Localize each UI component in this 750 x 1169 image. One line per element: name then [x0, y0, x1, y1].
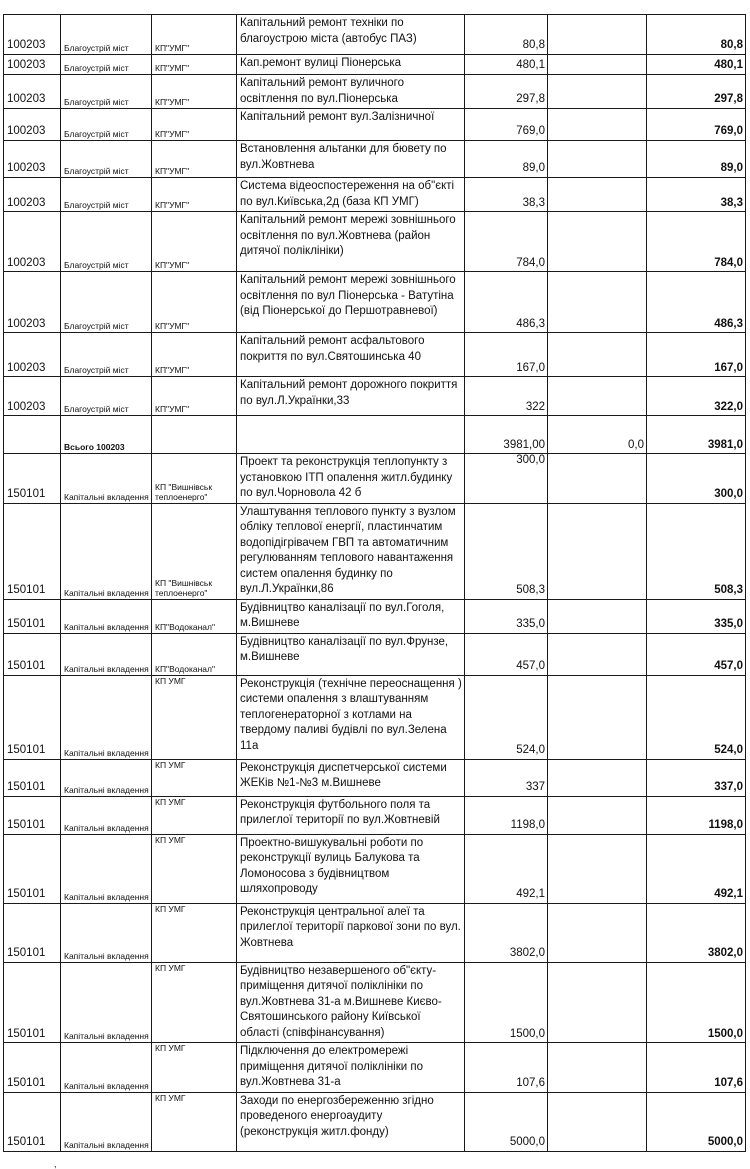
- description-cell: [237, 416, 465, 454]
- budget-table: [3, 14, 746, 1152]
- section-cell: Капітальні вкладення: [61, 759, 152, 796]
- section-cell: Благоустрій міст: [61, 75, 152, 109]
- total-amount-cell: 457,0: [647, 633, 746, 675]
- table-row: [4, 633, 746, 675]
- planned-amount-cell: 5000,0: [465, 1092, 548, 1151]
- org-cell: КП УМГ: [152, 759, 237, 796]
- total-amount-cell: 508,3: [647, 503, 746, 599]
- section-cell: Благоустрій міст: [61, 333, 152, 377]
- planned-amount-cell: 3981,00: [465, 416, 548, 454]
- total-amount-cell: 5000,0: [647, 1092, 746, 1151]
- section-cell: Благоустрій міст: [61, 212, 152, 272]
- section-cell: Благоустрій міст: [61, 178, 152, 212]
- org-cell: КП"УМГ": [152, 55, 237, 75]
- planned-amount-cell: 335,0: [465, 599, 548, 633]
- code-cell: 100203: [4, 333, 61, 377]
- description-cell: Капітальний ремонт техніки по благоустрою міста (автобус ПАЗ): [237, 15, 465, 55]
- planned-amount-cell: 784,0: [465, 212, 548, 272]
- total-amount-cell: 784,0: [647, 212, 746, 272]
- description-cell: Будівництво незавершеного об"єкту-приміщення дитячої поліклініки по вул.Жовтнева 31-а м.Вишневе Києво-Святошинського району Київської області (співфінансування): [237, 962, 465, 1043]
- description-cell: Проект та реконструкція теплопункту з установкою ІТП опалення житл.будинку по вул.Чорновола 42 б: [237, 454, 465, 504]
- total-amount-cell: 3802,0: [647, 903, 746, 962]
- code-cell: 150101: [4, 903, 61, 962]
- planned-amount-cell: 492,1: [465, 834, 548, 903]
- planned-amount-cell: 300,0: [465, 454, 548, 504]
- code-cell: 150101: [4, 633, 61, 675]
- code-cell: 100203: [4, 75, 61, 109]
- org-cell: КП"УМГ": [152, 75, 237, 109]
- code-cell: 100203: [4, 109, 61, 141]
- code-cell: 100203: [4, 141, 61, 178]
- extra-amount-cell: [548, 834, 647, 903]
- description-cell: Капітальний ремонт мережі зовнішнього освітлення по вул Піонерська - Ватутіна (від Піонерської до Першотравневої): [237, 272, 465, 333]
- planned-amount-cell: 1198,0: [465, 796, 548, 834]
- table-row: [4, 75, 746, 109]
- table-row: [4, 377, 746, 416]
- extra-amount-cell: [548, 15, 647, 55]
- extra-amount-cell: [548, 675, 647, 759]
- code-cell: 150101: [4, 759, 61, 796]
- code-cell: 100203: [4, 178, 61, 212]
- planned-amount-cell: 508,3: [465, 503, 548, 599]
- description-cell: Підключення до електромережі приміщення дитячої поліклініки по вул.Жовтнева 31-а: [237, 1043, 465, 1093]
- planned-amount-cell: 80,8: [465, 15, 548, 55]
- org-cell: КП УМГ: [152, 834, 237, 903]
- planned-amount-cell: 337: [465, 759, 548, 796]
- section-cell: Капітальні вкладення: [61, 454, 152, 504]
- total-amount-cell: 107,6: [647, 1043, 746, 1093]
- extra-amount-cell: [548, 272, 647, 333]
- planned-amount-cell: 38,3: [465, 178, 548, 212]
- planned-amount-cell: 769,0: [465, 109, 548, 141]
- org-cell: КП УМГ: [152, 962, 237, 1043]
- total-amount-cell: 89,0: [647, 141, 746, 178]
- org-cell: КП"Водоканал": [152, 599, 237, 633]
- section-cell: Всього 100203: [61, 416, 152, 454]
- code-cell: 150101: [4, 454, 61, 504]
- org-cell: КП"Водоканал": [152, 633, 237, 675]
- footer-mark: ,: [54, 1159, 57, 1169]
- org-cell: КП"УМГ": [152, 109, 237, 141]
- table-row: [4, 55, 746, 75]
- org-cell: КП УМГ: [152, 903, 237, 962]
- description-cell: Будівництво каналізації по вул.Фрунзе, м.Вишневе: [237, 633, 465, 675]
- org-cell: КП УМГ: [152, 796, 237, 834]
- code-cell: 150101: [4, 599, 61, 633]
- code-cell: 150101: [4, 796, 61, 834]
- table-row: [4, 834, 746, 903]
- total-amount-cell: 3981,0: [647, 416, 746, 454]
- description-cell: Проектно-вишукувальні роботи по реконструкції вулиць Балукова та Ломоносова з будівництвом шляхопроводу: [237, 834, 465, 903]
- description-cell: Система відеоспостереження на об"єкті по вул.Київська,2д (база КП УМГ): [237, 178, 465, 212]
- section-cell: Благоустрій міст: [61, 377, 152, 416]
- total-amount-cell: 167,0: [647, 333, 746, 377]
- description-cell: Капітальний ремонт асфальтового покриття по вул.Святошинська 40: [237, 333, 465, 377]
- total-amount-cell: 38,3: [647, 178, 746, 212]
- section-cell: Капітальні вкладення: [61, 834, 152, 903]
- section-cell: Капітальні вкладення: [61, 962, 152, 1043]
- org-cell: КП УМГ: [152, 1092, 237, 1151]
- total-amount-cell: 492,1: [647, 834, 746, 903]
- planned-amount-cell: 1500,0: [465, 962, 548, 1043]
- org-cell: КП"УМГ": [152, 178, 237, 212]
- org-cell: КП"УМГ": [152, 377, 237, 416]
- code-cell: 150101: [4, 1043, 61, 1093]
- table-row: [4, 1092, 746, 1151]
- total-amount-cell: 769,0: [647, 109, 746, 141]
- extra-amount-cell: [548, 454, 647, 504]
- description-cell: Реконструкція центральної алеї та прилеглої території паркової зони по вул. Жовтнева: [237, 903, 465, 962]
- description-cell: Кап.ремонт вулиці Піонерська: [237, 55, 465, 75]
- table-row: [4, 212, 746, 272]
- extra-amount-cell: [548, 1043, 647, 1093]
- total-amount-cell: 1500,0: [647, 962, 746, 1043]
- table-row: [4, 272, 746, 333]
- total-amount-cell: 300,0: [647, 454, 746, 504]
- table-row: [4, 454, 746, 504]
- budget-table-body: [4, 15, 746, 1152]
- extra-amount-cell: [548, 55, 647, 75]
- table-row: [4, 503, 746, 599]
- table-row: [4, 675, 746, 759]
- extra-amount-cell: [548, 796, 647, 834]
- section-cell: Благоустрій міст: [61, 15, 152, 55]
- table-row: [4, 962, 746, 1043]
- extra-amount-cell: 0,0: [548, 416, 647, 454]
- code-cell: 150101: [4, 1092, 61, 1151]
- extra-amount-cell: [548, 109, 647, 141]
- section-cell: Капітальні вкладення: [61, 503, 152, 599]
- org-cell: КП"УМГ": [152, 15, 237, 55]
- table-row: [4, 109, 746, 141]
- description-cell: Капітальний ремонт мережі зовнішнього освітлення по вул.Жовтнева (район дитячої поліклініки): [237, 212, 465, 272]
- extra-amount-cell: [548, 377, 647, 416]
- section-cell: Благоустрій міст: [61, 109, 152, 141]
- table-row: [4, 141, 746, 178]
- planned-amount-cell: 486,3: [465, 272, 548, 333]
- total-amount-cell: 524,0: [647, 675, 746, 759]
- table-row: [4, 333, 746, 377]
- planned-amount-cell: 297,8: [465, 75, 548, 109]
- code-cell: 150101: [4, 503, 61, 599]
- section-cell: Капітальні вкладення: [61, 675, 152, 759]
- org-cell: КП "Вишнівськ теплоенерго": [152, 503, 237, 599]
- code-cell: 100203: [4, 212, 61, 272]
- description-cell: Капітальний ремонт вул.Залізничної: [237, 109, 465, 141]
- total-amount-cell: 486,3: [647, 272, 746, 333]
- extra-amount-cell: [548, 759, 647, 796]
- total-amount-cell: 322,0: [647, 377, 746, 416]
- extra-amount-cell: [548, 1092, 647, 1151]
- description-cell: Реконструкція (технічне переоснащення ) системи опалення з влаштуванням теплогенераторної з котлами на твердому паливі будівлі по вул.Зелена 11а: [237, 675, 465, 759]
- section-cell: Капітальні вкладення: [61, 796, 152, 834]
- description-cell: Будівництво каналізації по вул.Гоголя, м.Вишневе: [237, 599, 465, 633]
- description-cell: Реконструкція диспетчерської системи ЖЕКів №1-№3 м.Вишневе: [237, 759, 465, 796]
- table-row: [4, 178, 746, 212]
- org-cell: КП"УМГ": [152, 212, 237, 272]
- subtotal-row: [4, 416, 746, 454]
- org-cell: КП"УМГ": [152, 272, 237, 333]
- extra-amount-cell: [548, 599, 647, 633]
- total-amount-cell: 80,8: [647, 15, 746, 55]
- extra-amount-cell: [548, 903, 647, 962]
- planned-amount-cell: 480,1: [465, 55, 548, 75]
- org-cell: [152, 416, 237, 454]
- code-cell: 100203: [4, 377, 61, 416]
- extra-amount-cell: [548, 75, 647, 109]
- org-cell: КП УМГ: [152, 675, 237, 759]
- total-amount-cell: 337,0: [647, 759, 746, 796]
- table-row: [4, 599, 746, 633]
- section-cell: Благоустрій міст: [61, 272, 152, 333]
- code-cell: 150101: [4, 962, 61, 1043]
- description-cell: Встановлення альтанки для бювету по вул.Жовтнева: [237, 141, 465, 178]
- planned-amount-cell: 167,0: [465, 333, 548, 377]
- code-cell: 100203: [4, 55, 61, 75]
- total-amount-cell: 480,1: [647, 55, 746, 75]
- code-cell: 150101: [4, 675, 61, 759]
- planned-amount-cell: 3802,0: [465, 903, 548, 962]
- planned-amount-cell: 524,0: [465, 675, 548, 759]
- section-cell: Капітальні вкладення: [61, 903, 152, 962]
- extra-amount-cell: [548, 633, 647, 675]
- planned-amount-cell: 89,0: [465, 141, 548, 178]
- code-cell: [4, 416, 61, 454]
- org-cell: КП УМГ: [152, 1043, 237, 1093]
- org-cell: КП"УМГ": [152, 333, 237, 377]
- table-row: [4, 796, 746, 834]
- description-cell: Реконструкція футбольного поля та прилеглої території по вул.Жовтневій: [237, 796, 465, 834]
- table-row: [4, 759, 746, 796]
- extra-amount-cell: [548, 503, 647, 599]
- code-cell: 100203: [4, 15, 61, 55]
- planned-amount-cell: 107,6: [465, 1043, 548, 1093]
- extra-amount-cell: [548, 178, 647, 212]
- section-cell: Капітальні вкладення: [61, 1092, 152, 1151]
- description-cell: Капітальний ремонт вуличного освітлення по вул.Піонерська: [237, 75, 465, 109]
- table-row: [4, 1043, 746, 1093]
- extra-amount-cell: [548, 962, 647, 1043]
- extra-amount-cell: [548, 141, 647, 178]
- description-cell: Заходи по енергозбереженню згідно проведеного енергоаудиту (реконструкція житл.фонду): [237, 1092, 465, 1151]
- extra-amount-cell: [548, 333, 647, 377]
- section-cell: Капітальні вкладення: [61, 599, 152, 633]
- total-amount-cell: 297,8: [647, 75, 746, 109]
- code-cell: 150101: [4, 834, 61, 903]
- section-cell: Благоустрій міст: [61, 141, 152, 178]
- section-cell: Благоустрій міст: [61, 55, 152, 75]
- org-cell: КП "Вишнівськ теплоенерго": [152, 454, 237, 504]
- section-cell: Капітальні вкладення: [61, 633, 152, 675]
- total-amount-cell: 1198,0: [647, 796, 746, 834]
- description-cell: Капітальний ремонт дорожного покриття по вул.Л.Українки,33: [237, 377, 465, 416]
- org-cell: КП"УМГ": [152, 141, 237, 178]
- code-cell: 100203: [4, 272, 61, 333]
- table-row: [4, 15, 746, 55]
- planned-amount-cell: 457,0: [465, 633, 548, 675]
- total-amount-cell: 335,0: [647, 599, 746, 633]
- table-row: [4, 903, 746, 962]
- section-cell: Капітальні вкладення: [61, 1043, 152, 1093]
- planned-amount-cell: 322: [465, 377, 548, 416]
- extra-amount-cell: [548, 212, 647, 272]
- description-cell: Улаштування теплового пункту з вузлом обліку теплової енергії, пластинчатим водопідігрівачем ГВП та автоматичним регулюванням теплового навантаження систем опалення будинку по вул.Л.Українки,86: [237, 503, 465, 599]
